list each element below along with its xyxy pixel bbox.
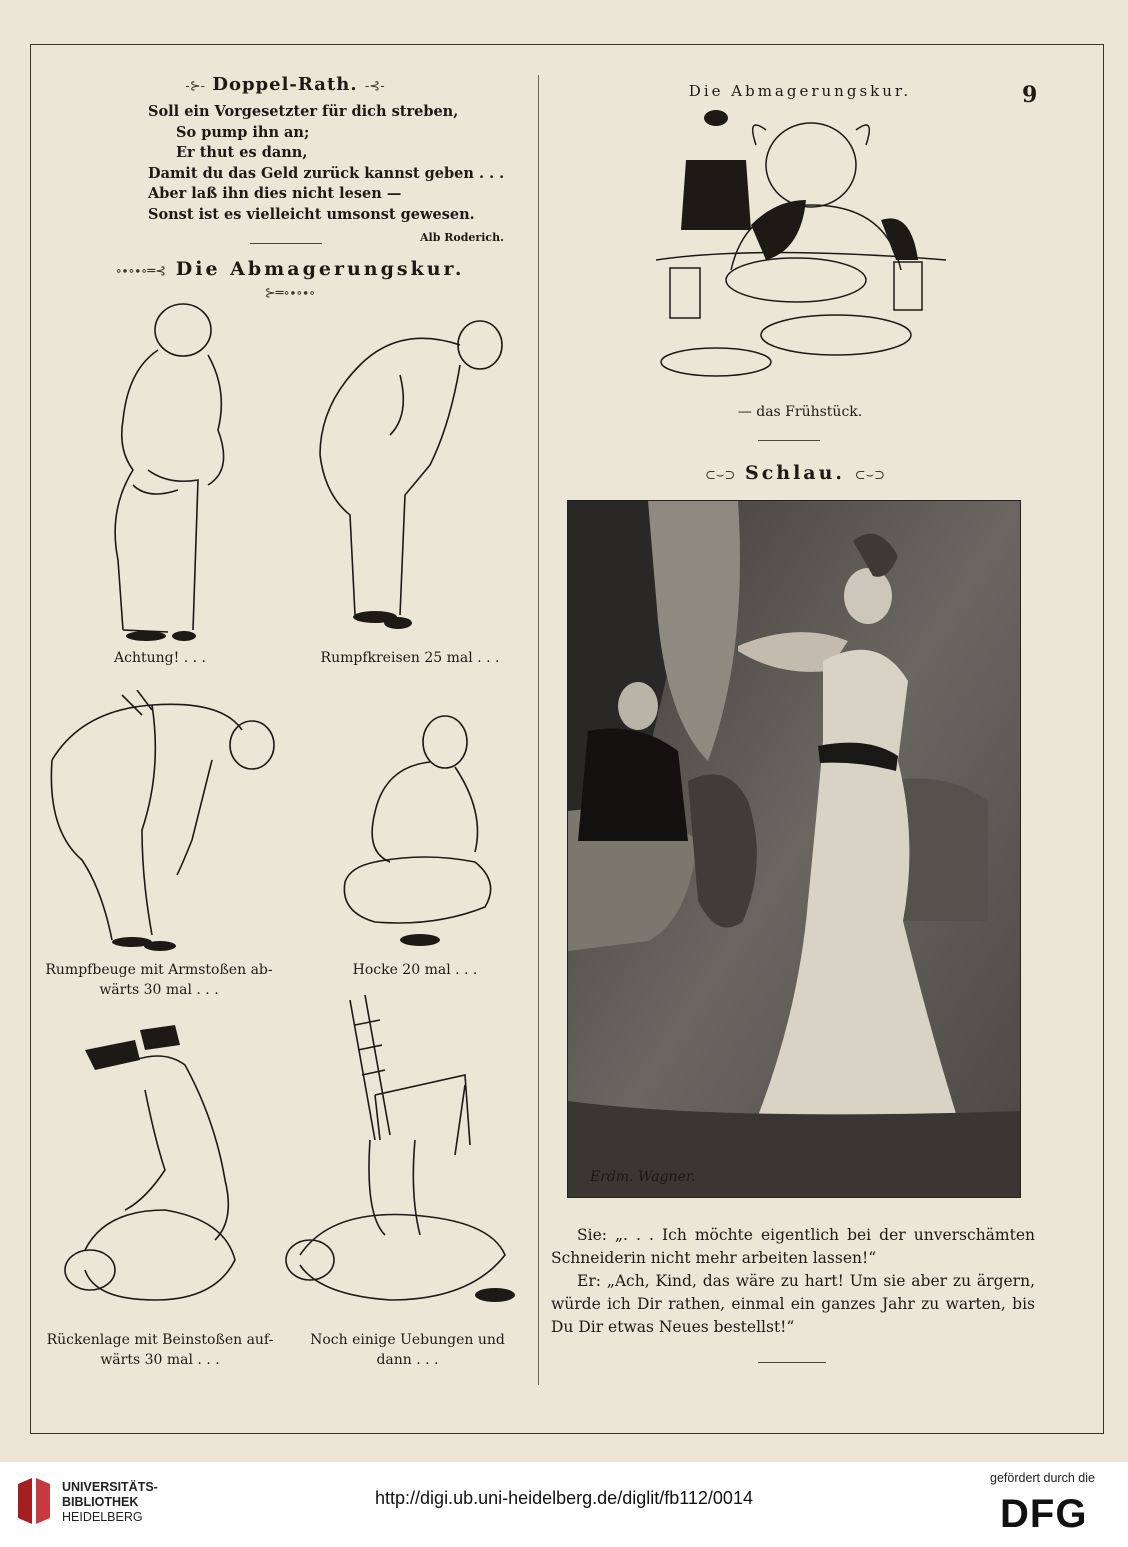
caption-line: wärts 30 mal . . .	[100, 1352, 220, 1368]
poem-author: Alb Roderich.	[420, 231, 504, 244]
dialog-text	[551, 1224, 1035, 1339]
poem-text	[148, 102, 508, 225]
poem-line: Damit du das Geld zurück kannst geben . . .	[148, 164, 505, 182]
caption	[300, 1330, 515, 1370]
caption-line: wärts 30 mal . . .	[99, 982, 219, 998]
divider	[758, 1362, 826, 1363]
column-divider	[538, 75, 539, 1385]
caption: Achtung! . . .	[114, 650, 206, 666]
divider	[250, 243, 322, 244]
illustration-halftone-couple	[567, 500, 1021, 1198]
schlau-title: ⊂⌣⊃ Schlau. ⊂⌣⊃	[705, 462, 885, 484]
library-line: HEIDELBERG	[62, 1510, 143, 1524]
library-line: BIBLIOTHEK	[62, 1495, 139, 1509]
funding-label: gefördert durch die	[990, 1471, 1095, 1485]
caption	[40, 1330, 280, 1370]
poem-line: Soll ein Vorgesetzter für dich streben,	[148, 103, 459, 120]
running-title: Die Abmagerungskur.	[688, 82, 912, 100]
caption: Hocke 20 mal . . .	[352, 962, 478, 978]
page-number: 9	[1022, 82, 1038, 108]
caption-line: Rückenlage mit Beinstoßen auf-	[46, 1332, 274, 1348]
section-title: ∘∙∘∙∘═⊰ Die Abmagerungskur. ⊱═∘∙∘∙∘	[115, 258, 465, 301]
permalink-url[interactable]: http://digi.ub.uni-heidelberg.de/diglit/fb112/0014	[375, 1488, 753, 1508]
poem-line: Er thut es dann,	[176, 144, 308, 161]
illustration-chair-exercise	[270, 995, 520, 1315]
caption: — das Frühstück.	[737, 404, 863, 420]
poem-line: Aber laß ihn dies nicht lesen —	[148, 185, 402, 202]
illustration-leg-raises	[45, 1020, 265, 1320]
illustration-forward-bend	[42, 690, 282, 955]
caption: Rumpfkreisen 25 mal . . .	[320, 650, 500, 666]
caption-line: Noch einige Uebungen und	[310, 1332, 505, 1348]
caption-line: Rumpfbeuge mit Armstoßen ab-	[45, 962, 273, 978]
divider	[758, 440, 820, 441]
library-line: UNIVERSITÄTS-	[62, 1480, 158, 1494]
illustration-breakfast	[656, 110, 946, 395]
poem-title: -⊱- Doppel-Rath. -⊰-	[185, 74, 385, 95]
dialog-he: Er: „Ach, Kind, das wäre zu hart! Um sie aber zu ärgern, würde ich Dir rathen, einmal ein ganzes Jahr zu warten, bis Du Dir etwas Neues bestellst!“	[551, 1272, 1035, 1336]
digitization-footer	[0, 1462, 1128, 1547]
illustration-standing	[88, 300, 248, 645]
illustration-squat	[335, 712, 505, 957]
artist-signature: Erdm. Wagner.	[590, 1169, 696, 1185]
dialog-she: Sie: „. . . Ich möchte eigentlich bei der unverschämten Schneiderin nicht mehr arbeiten lassen!“	[551, 1226, 1035, 1267]
dfg-logo: DFG	[1000, 1492, 1088, 1536]
caption-line: dann . . .	[376, 1352, 439, 1368]
illustration-trunk-circles	[310, 305, 510, 635]
poem-line: Sonst ist es vielleicht umsonst gewesen.	[148, 205, 475, 223]
poem-line: So pump ihn an;	[176, 123, 310, 141]
caption	[44, 960, 274, 1000]
